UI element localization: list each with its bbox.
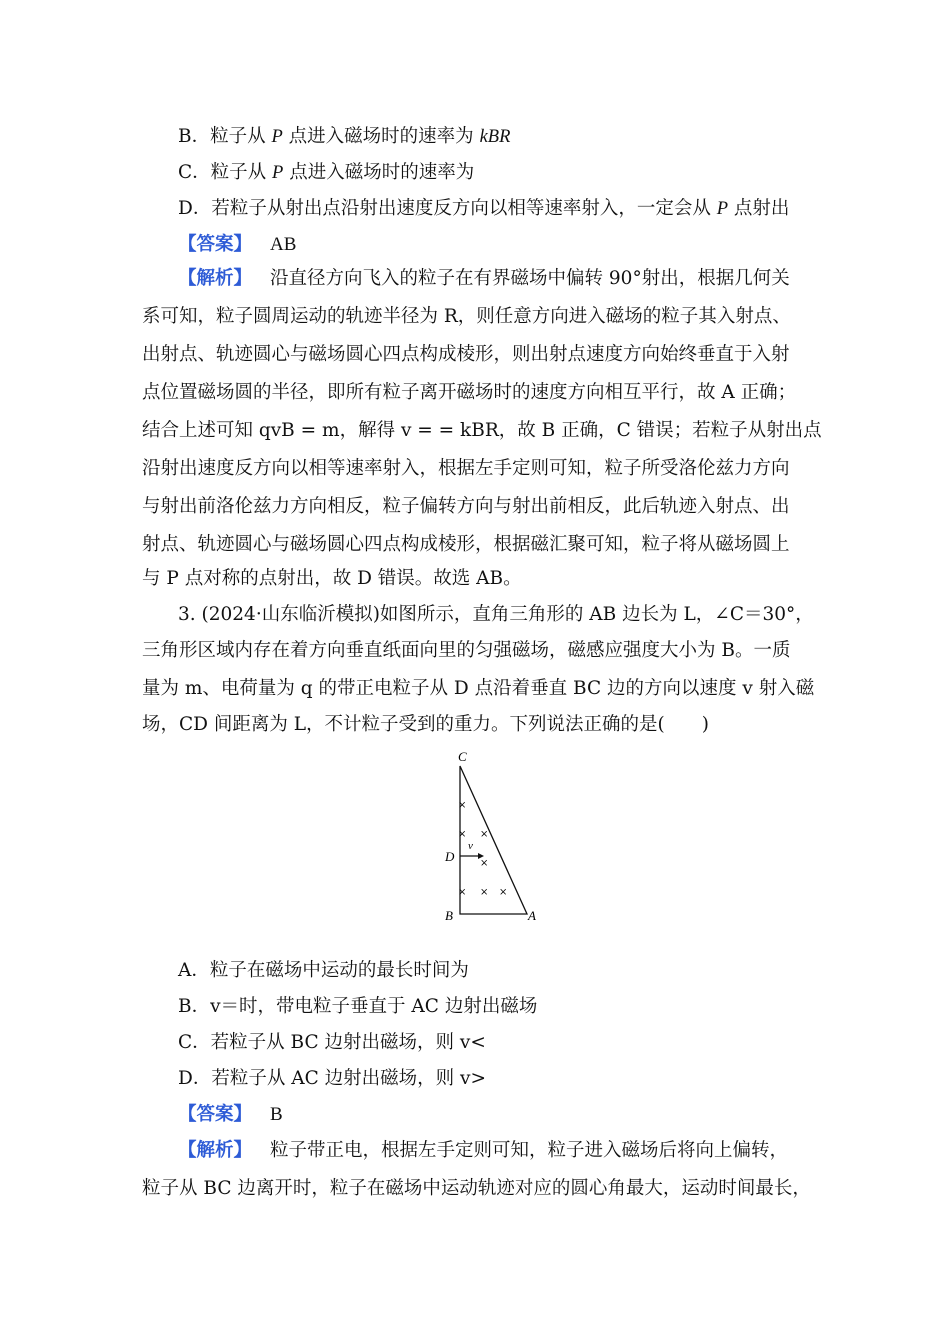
analysis-3-line-1: 粒子从 BC 边离开时，粒子在磁场中运动轨迹对应的圆心角最大，运动时间最长， [142, 1178, 811, 1199]
label-b: B [445, 908, 453, 923]
question-3-line-3: 场，CD 间距离为 L，不计粒子受到的重力。下列说法正确的是( ) [142, 714, 709, 735]
triangle-field-figure [438, 748, 548, 926]
field-mark: × [499, 887, 508, 898]
option-c-top: C．粒子从 P 点进入磁场时的速率为 [178, 162, 475, 183]
option-b-top: B．粒子从 P 点进入磁场时的速率为 kBR [178, 126, 511, 147]
field-mark: × [458, 800, 467, 811]
analysis-1-line-2: 出射点、轨迹圆心与磁场圆心四点构成棱形，则出射点速度方向始终垂直于入射 [142, 344, 790, 365]
label-a: A [528, 908, 536, 923]
analysis-3-line-0: 【解析】 粒子带正电，根据左手定则可知，粒子进入磁场后将向上偏转， [178, 1140, 789, 1161]
option-3a: A．粒子在磁场中运动的最长时间为 [178, 960, 469, 981]
label-d: D [445, 849, 455, 864]
question-3-line-0: 3. (2024·山东临沂模拟)如图所示，直角三角形的 AB 边长为 L，∠C＝30°， [178, 604, 814, 625]
label-c: C [458, 749, 467, 764]
answer-value: B [270, 1104, 283, 1125]
analysis-1-line-6: 与射出前洛伦兹力方向相反，粒子偏转方向与射出前相反，此后轨迹入射点、出 [142, 496, 790, 517]
analysis-1-line-0: 【解析】 沿直径方向飞入的粒子在有界磁场中偏转 90°射出，根据几何关 [178, 268, 790, 289]
option-3c: C．若粒子从 BC 边射出磁场，则 v< [178, 1032, 486, 1053]
analysis-1-line-5: 沿射出速度反方向以相等速率射入，根据左手定则可知，粒子所受洛伦兹力方向 [142, 458, 790, 479]
field-mark: × [458, 829, 467, 840]
label-v: v [468, 840, 473, 852]
answer-tag: 【答案】 [178, 1104, 253, 1125]
field-mark: × [480, 829, 489, 840]
analysis-1-line-7: 射点、轨迹圆心与磁场圆心四点构成棱形，根据磁汇聚可知，粒子将从磁场圆上 [142, 534, 790, 555]
answer-1 [178, 232, 858, 258]
analysis-1-line-3: 点位置磁场圆的半径，即所有粒子离开磁场时的速度方向相互平行，故 A 正确； [142, 382, 797, 403]
analysis-1-line-8: 与 P 点对称的点射出，故 D 错误。故选 AB。 [142, 568, 522, 589]
option-3b: B．v＝时，带电粒子垂直于 AC 边射出磁场 [178, 996, 538, 1017]
analysis-1-line-4: 结合上述可知 qvB = m，解得 v = = kBR，故 B 正确，C 错误；若粒子从射出点 [142, 420, 822, 441]
answer-value: AB [270, 234, 297, 255]
analysis-tag: 【解析】 [178, 268, 253, 289]
question-3-line-2: 量为 m、电荷量为 q 的带正电粒子从 D 点沿着垂直 BC 边的方向以速度 v 射入磁 [142, 678, 815, 699]
analysis-tag: 【解析】 [178, 1140, 253, 1161]
answer-3 [178, 1102, 858, 1128]
question-3-line-1: 三角形区域内存在着方向垂直纸面向里的匀强磁场，磁感应强度大小为 B。一质 [142, 640, 791, 661]
field-mark: × [480, 887, 489, 898]
option-3d: D．若粒子从 AC 边射出磁场，则 v> [178, 1068, 486, 1089]
option-d-top: D．若粒子从射出点沿射出速度反方向以相等速率射入，一定会从 P 点射出 [178, 198, 790, 219]
answer-tag: 【答案】 [178, 234, 253, 255]
field-mark: × [480, 858, 489, 869]
analysis-1-line-1: 系可知，粒子圆周运动的轨迹半径为 R，则任意方向进入磁场的粒子其入射点、 [142, 306, 791, 327]
field-mark: × [458, 887, 467, 898]
